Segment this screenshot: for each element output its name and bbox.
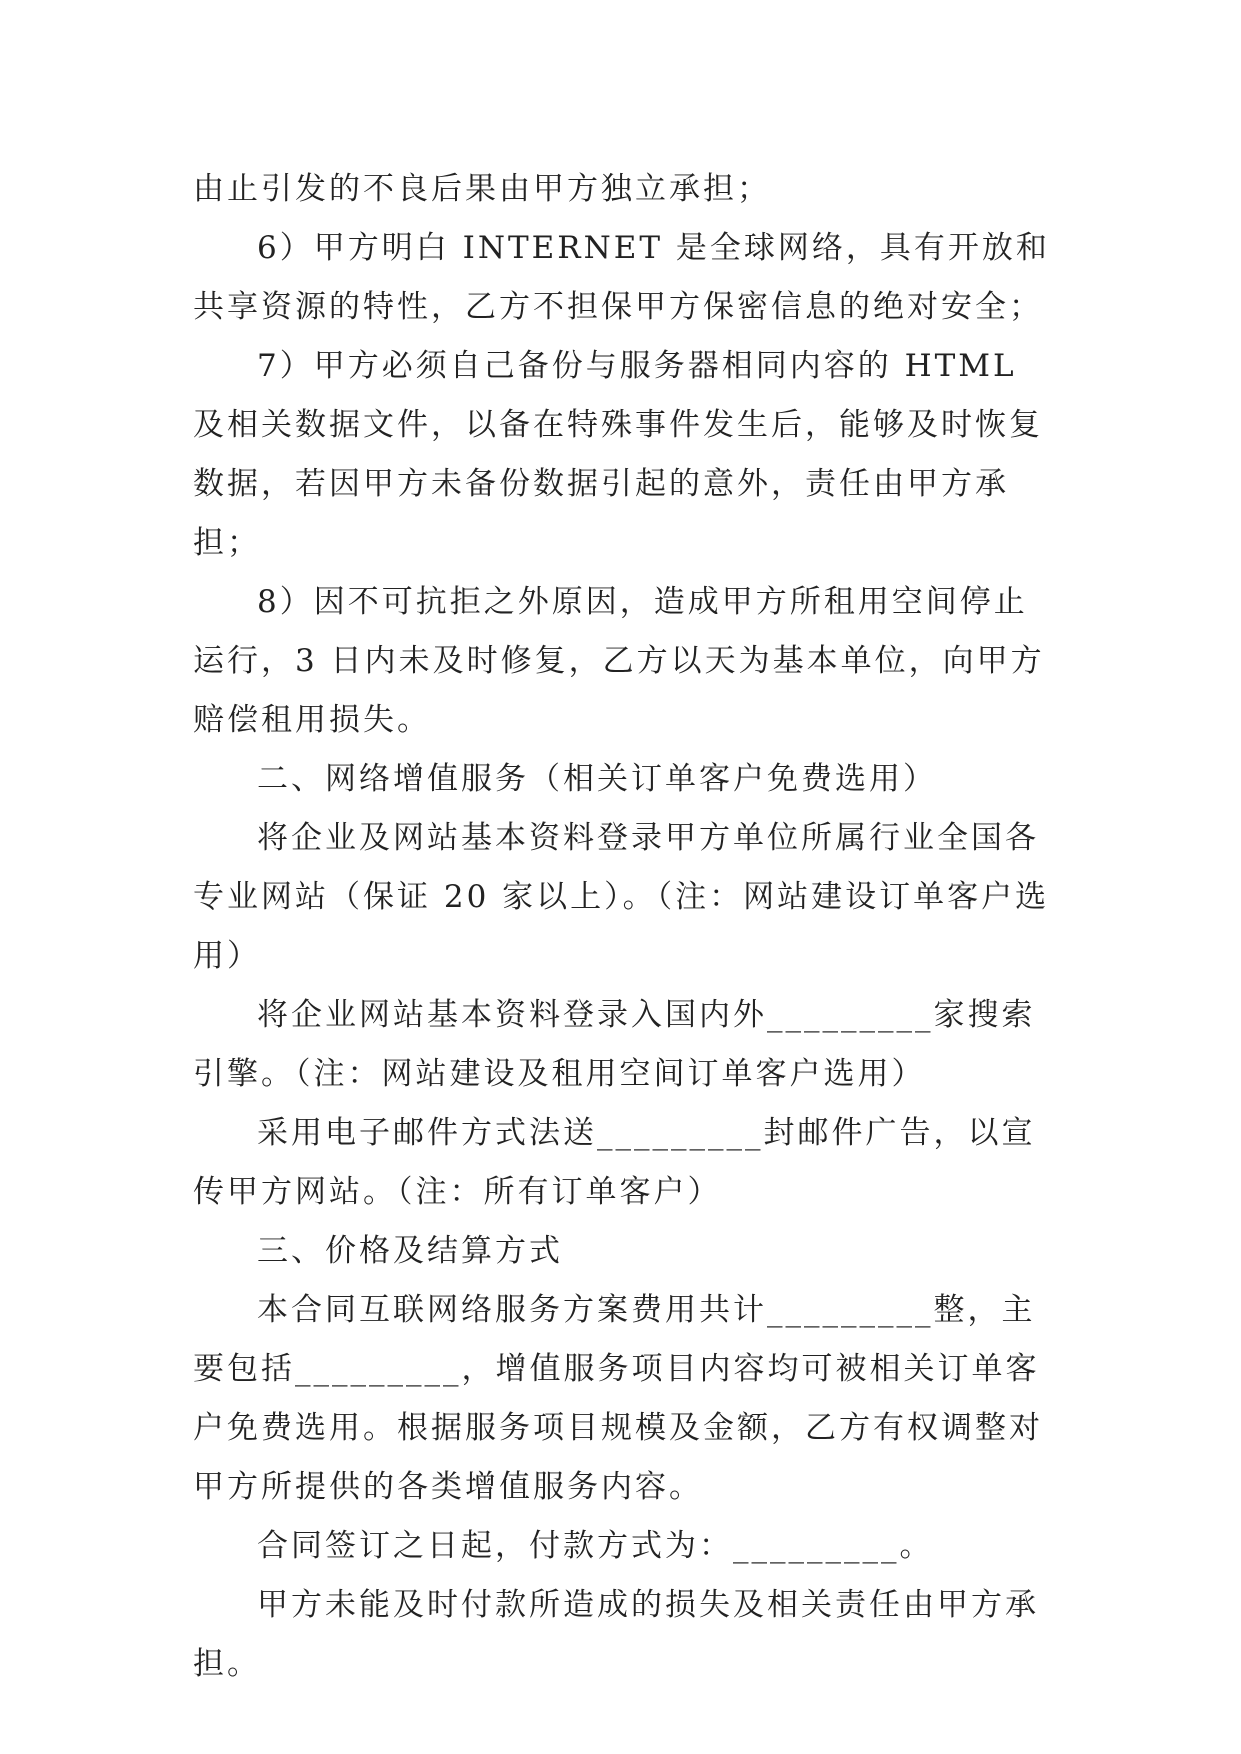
section-heading-price-settlement: 三、价格及结算方式 [257,1233,563,1269]
document-body [193,160,1053,1694]
paragraph-clause-7: 7）甲方必须自己备份与服务器相同内容的 HTML 及相关数据文件，以备在特殊事件发生后，能够及时恢复数据，若因甲方未备份数据引起的意外，责任由甲方承担； [193,348,1043,561]
paragraph-total-fee: 本合同互联网络服务方案费用共计_________整，主要包括_________，增值服务项目内容均可被相关订单客户免费选用。根据服务项目规模及金额，乙方有权调整对甲方所提供的各类增值服务内容。 [193,1292,1043,1505]
paragraph-payment-method: 合同签订之日起，付款方式为：_________。 [257,1528,934,1564]
paragraph-industry-websites: 将企业及网站基本资料登录甲方单位所属行业全国各专业网站（保证 20 家以上）。（注：网站建设订单客户选用） [193,820,1050,974]
paragraph-email-ads: 采用电子邮件方式法送_________封邮件广告，以宣传甲方网站。（注：所有订单客户） [193,1115,1036,1210]
paragraph-consequence-clause: 由止引发的不良后果由甲方独立承担； [193,171,771,207]
section-heading-value-added-services: 二、网络增值服务（相关订单客户免费选用） [257,761,937,797]
paragraph-clause-6: 6）甲方明白 INTERNET 是全球网络，具有开放和共享资源的特性，乙方不担保甲方保密信息的绝对安全； [193,230,1050,325]
paragraph-search-engines: 将企业网站基本资料登录入国内外_________家搜索引擎。（注：网站建设及租用空间订单客户选用） [193,997,1036,1092]
paragraph-clause-8: 8）因不可抗拒之外原因，造成甲方所租用空间停止运行，3 日内未及时修复，乙方以天为基本单位，向甲方赔偿租用损失。 [193,584,1045,738]
paragraph-late-payment: 甲方未能及时付款所造成的损失及相关责任由甲方承担。 [193,1587,1039,1682]
